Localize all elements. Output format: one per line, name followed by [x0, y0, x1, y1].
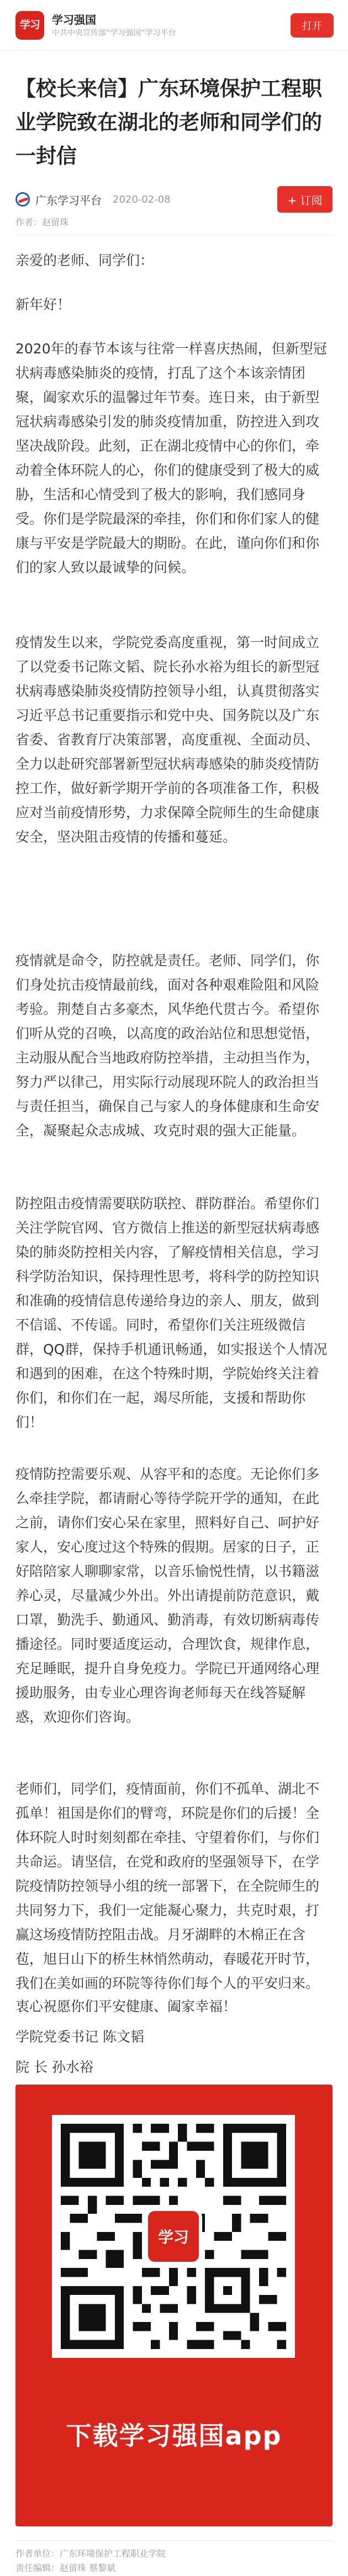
greeting: 亲爱的老师、同学们： — [15, 252, 154, 268]
qr-center-text: 学习 — [157, 2228, 189, 2246]
footer-editor: 责任编辑：赵留珠 蔡黎斌 — [15, 2563, 116, 2573]
article-title: 【校长来信】广东环境保护工程职业学院致在湖北的老师和同学们的一封信 — [15, 77, 322, 168]
app-info — [52, 12, 291, 39]
xuexi-logo — [15, 11, 44, 40]
footer-author-unit: 作者单位：广东环境保护工程职业学院 — [15, 2548, 166, 2559]
app-subtitle: 中共中央宣传部“学习强国”学习平台 — [52, 28, 176, 38]
download-caption: 下载学习强国app — [66, 2421, 282, 2451]
signature-secretary: 学院党委书记 陈文韬 — [15, 2029, 144, 2045]
app-header — [0, 0, 348, 51]
signature-president: 院 长 孙水裕 — [15, 2059, 93, 2075]
logo-text: 学习 — [19, 19, 40, 31]
body-paragraph-4: 防控阻击疫情需要联防联控、群防群治。希望你们关注学院官网、官方微信上推送的新型冠状病毒感染的肺炎防控相关内容，了解疫情相关信息，学习科学防治知识，保持理性思考，将科学的防控知识和准确的疫情信息传递给身边的亲人、朋友，做到不信谣、不传谣。同时，希望你们关注班级微信群，QQ群，保持手机通讯畅通，如实报送个人情况和遇到的困难，在这个特殊时期，学院始终关注着你们，和你们在一起，竭尽所能，支援和帮助你们！ — [15, 1196, 328, 1430]
source-name[interactable]: 广东学习平台 — [35, 193, 102, 207]
subscribe-button[interactable]: + 订阅 — [277, 186, 333, 213]
body-paragraph-3: 疫情就是命令，防控就是责任。老师、同学们，你们身处抗击疫情最前线，面对各种艰难险阻和风险考验。荆楚自古多豪杰，风华绝代贯古今。希望你们听从党的召唤，以高度的政治站位和思想觉悟，主动服从配合当地政府防控举措，主动担当作为，努力严以律己，用实际行动展现环院人的政治担当与责任担当，确保自己与家人的身体健康和生命安全，凝聚起众志成城、攻克时艰的强大正能量。 — [15, 953, 320, 1139]
app-name: 学习强国 — [52, 13, 96, 27]
body-paragraph-5: 疫情防控需要乐观、从容平和的态度。无论你们多么牵挂学院，都请耐心等待学院开学的通知，在此之前，请你们安心呆在家里，照料好自己、呵护好家人，安心度过这个特殊的假期。居家的日子，正好陪陪家人聊聊家常，以音乐愉悦性情，以书籍滋养心灵，尽量减少外出。外出请提前防范意识，戴口罩，勤洗手、勤通风、勤消毒，有效切断病毒传播途径。同时要适度运动，合理饮食，规律作息，充足睡眠，提升自身免疫力。学院已开通网络心理援助服务，由专业心理咨询老师每天在线答疑解惑，欢迎你们咨询。 — [15, 1466, 320, 1725]
qr-center-logo — [145, 2208, 202, 2265]
source-avatar-icon — [15, 192, 30, 207]
body-paragraph-2: 疫情发生以来，学院党委高度重视，第一时间成立了以党委书记陈文韬、院长孙水裕为组长的新型冠状病毒感染肺炎疫情防控领导小组，认真贯彻落实习近平总书记重要指示和党中央、国务院以及广东省委、省教育厅决策部署，高度重视、全面动员、全力以赴研究部署新型冠状病毒感染的肺炎疫情防控工作，做好新学期开学前的各项准备工作，积极应对当前疫情形势，力求保障全院师生的生命健康安全，坚决阻击疫情的传播和蔓延。 — [15, 634, 320, 845]
footer-divider — [15, 2540, 333, 2541]
body-paragraph-1: 2020年的春节本该与往常一样喜庆热闹，但新型冠状病毒感染肺炎的疫情，打乱了这个本该亲情团聚，阖家欢乐的温馨过年节奏。连日来，由于新型冠状病毒感染引发的肺炎疫情加重，防控进入到攻坚决战阶段。此刻，正在湖北疫情中心的你们，牵动着全体环院人的心，你们的健康受到了极大的威胁，生活和心情受到了极大的影响，我们感同身受。你们是学院最深的牵挂，你们和你们家人的健康与平安是学院最大的期盼。在此，谨向你们和你们的家人致以最诚挚的问候。 — [15, 341, 327, 575]
author-line: 作者：赵留珠 — [15, 217, 69, 228]
qr-code — [52, 2115, 295, 2358]
new-year-line: 新年好！ — [15, 297, 71, 313]
open-app-button[interactable]: 打开 — [291, 13, 334, 38]
publish-date: 2020-02-08 — [113, 193, 171, 205]
body-paragraph-6: 老师们，同学们，疫情面前，你们不孤单、湖北不孤单！祖国是你们的臂弯，环院是你们的后援！全体环院人时时刻刻都在牵挂、守望着你们，与你们共命运。请坚信，在党和政府的坚强领导下，在学院疫情防控领导小组的统一部署下，在全院师生的共同努力下，我们一定能凝心聚力，共克时艰，打赢这场疫情防控阻击战。月牙湖畔的木棉正在含苞，旭日山下的桥生林悄然萌动，春暖花开时节，我们在美如画的环院等待你们每个人的平安归来。 — [15, 1781, 320, 1991]
closing-wish: 衷心祝愿你们平安健康、阖家幸福！ — [15, 1998, 237, 2014]
download-app-banner[interactable] — [15, 2085, 333, 2526]
source-row — [15, 184, 333, 214]
